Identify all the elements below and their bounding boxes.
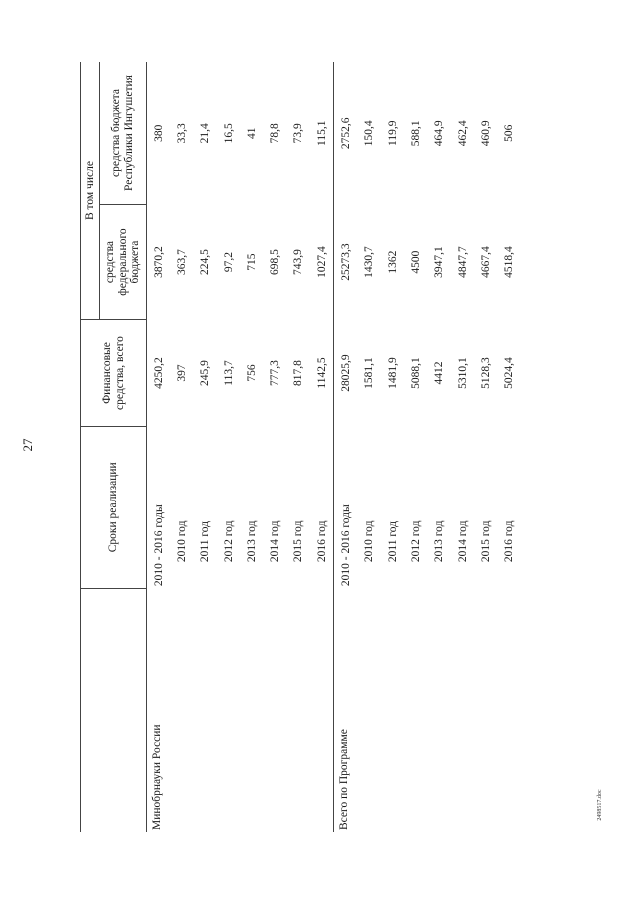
header-org: [81, 588, 147, 832]
total-cell: 5128,3: [479, 357, 492, 389]
federal-cell: 1362: [386, 250, 399, 274]
regional-cell: 2752,6: [334, 62, 358, 205]
period-cell: 2016 год: [315, 520, 328, 563]
regional-cell: 41: [245, 127, 258, 140]
table-body: [147, 62, 521, 832]
total-cell: 5024,4: [503, 357, 516, 389]
federal-cell: 4667,4: [479, 246, 492, 278]
federal-cell: 3947,1: [433, 246, 446, 278]
regional-cell: 21,4: [199, 123, 212, 144]
total-cell: 4412: [433, 361, 446, 385]
federal-cell: 1027,4: [315, 246, 328, 278]
header-period: Сроки реализации: [81, 426, 147, 588]
total-cell: 1581,1: [363, 357, 376, 389]
regional-cell: 150,4: [363, 120, 376, 147]
federal-cell: 363,7: [175, 249, 188, 275]
regional-cell: 506: [503, 124, 516, 142]
period-cell: 2010 год: [363, 520, 376, 563]
federal-cell: 4518,4: [503, 246, 516, 278]
total-cell: 1481,9: [386, 357, 399, 389]
period-cell: 2015 год: [292, 520, 305, 563]
federal-cell: 97,2: [222, 252, 235, 273]
header-federal: средства федерального бюджета: [100, 205, 147, 320]
regional-cell: 460,9: [479, 120, 492, 147]
period-cell: 2016 год: [503, 520, 516, 563]
table-row: [334, 62, 358, 832]
header-including: В том числе: [81, 62, 100, 320]
header-total: Финансовые средства, всего: [81, 320, 147, 427]
regional-cell: 115,1: [315, 120, 328, 146]
regional-cell: 464,9: [433, 120, 446, 147]
total-cell: 4250,2: [147, 320, 171, 427]
total-cell: 397: [175, 364, 188, 382]
rotated-table-wrapper: [80, 62, 516, 832]
federal-cell: 4847,7: [456, 246, 469, 278]
total-cell: 817,8: [292, 360, 305, 386]
document-id-text: 2498517.doc: [597, 789, 603, 821]
total-cell: 113,7: [222, 360, 235, 386]
period-cell: 2010 - 2016 годы: [147, 426, 171, 588]
period-cell: 2011 год: [199, 520, 212, 563]
federal-cell: 25273,3: [334, 205, 358, 320]
regional-cell: 33,3: [175, 123, 188, 144]
total-cell: 5088,1: [409, 357, 422, 389]
federal-cell: 3870,2: [147, 205, 171, 320]
budget-table: [80, 62, 521, 832]
regional-cell: 119,9: [386, 120, 399, 146]
federal-cell: 224,5: [199, 249, 212, 275]
total-cell: 777,3: [269, 360, 282, 386]
period-cell: 2013 год: [245, 520, 258, 563]
period-cell: 2015 год: [479, 520, 492, 563]
total-cell: 245,9: [199, 360, 212, 386]
regional-cell: 588,1: [409, 120, 422, 147]
federal-cell: 715: [245, 253, 258, 271]
period-cell: 2010 - 2016 годы: [334, 426, 358, 588]
period-cell: 2012 год: [222, 520, 235, 563]
period-cell: 2014 год: [269, 520, 282, 563]
regional-cell: 78,8: [269, 123, 282, 144]
organization-cell: Минобрнауки России: [147, 588, 334, 832]
federal-cell: 1430,7: [363, 246, 376, 278]
page-number-text: 27: [20, 438, 35, 452]
period-cell: 2012 год: [409, 520, 422, 563]
federal-cell: 698,5: [269, 249, 282, 275]
period-cell: 2010 год: [175, 520, 188, 563]
regional-cell: 380: [147, 62, 171, 205]
organization-cell: Всего по Программе: [334, 588, 521, 832]
regional-cell: 73,9: [292, 123, 305, 144]
total-cell: 1142,5: [315, 357, 328, 389]
federal-cell: 743,9: [292, 249, 305, 275]
table-row: [147, 62, 171, 832]
period-cell: 2011 год: [386, 520, 399, 563]
total-cell: 28025,9: [334, 320, 358, 427]
total-cell: 756: [245, 364, 258, 382]
regional-cell: 16,5: [222, 123, 235, 144]
period-cell: 2014 год: [456, 520, 469, 563]
header-regional: средства бюджета Республики Ингушетия: [100, 62, 147, 205]
period-cell: 2013 год: [433, 520, 446, 563]
federal-cell: 4500: [409, 250, 422, 274]
regional-cell: 462,4: [456, 120, 469, 147]
total-cell: 5310,1: [456, 357, 469, 389]
